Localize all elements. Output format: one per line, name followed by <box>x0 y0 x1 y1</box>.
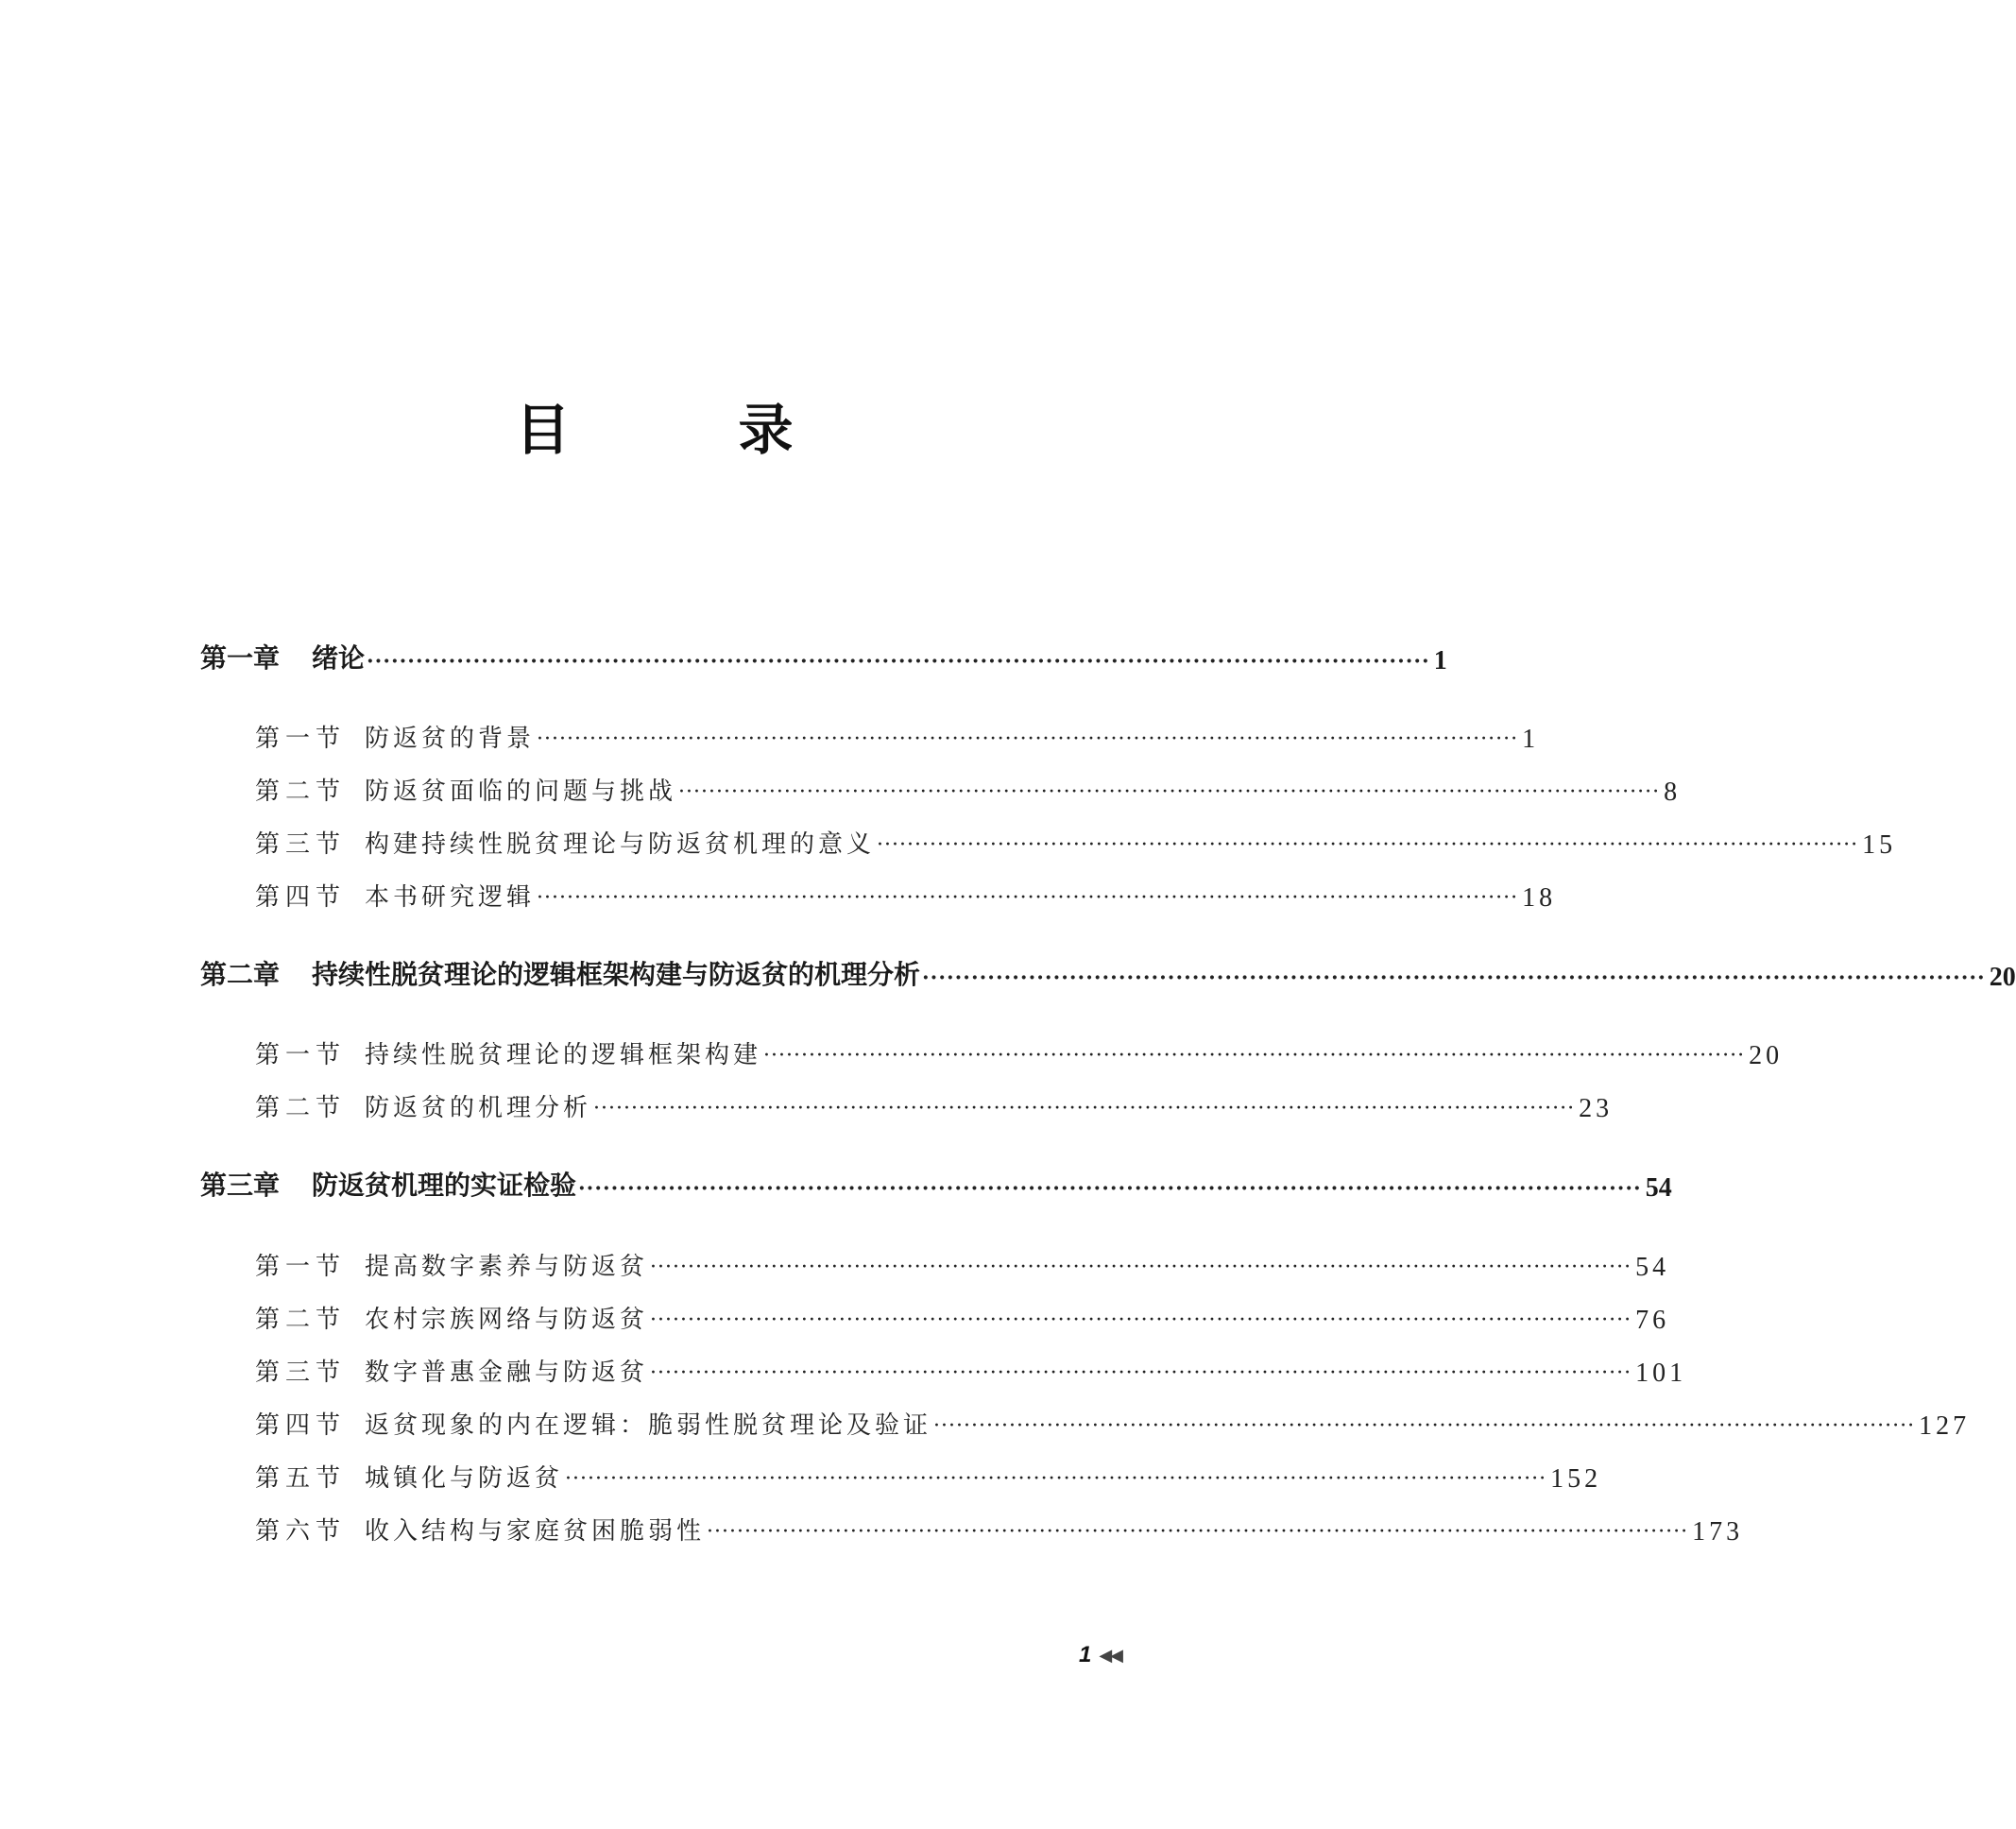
toc-entry-title: 农村宗族网络与防返贫 <box>365 1306 649 1334</box>
toc-section-3-5[interactable] <box>200 1456 1602 1494</box>
toc-entry-page: 54 <box>1645 1173 1672 1203</box>
toc-section-1-1[interactable] <box>200 716 1540 754</box>
toc-entry-page: 173 <box>1692 1517 1744 1547</box>
toc-entry-title: 持续性脱贫理论的逻辑框架构建 <box>365 1041 762 1069</box>
toc-entry-number: 第二节 <box>255 1306 347 1334</box>
dot-leader: ·································································································································· <box>650 1308 1632 1332</box>
toc-chapter-3[interactable] <box>200 1165 1672 1203</box>
toc-section-3-6[interactable] <box>200 1509 1744 1547</box>
dot-leader: ·································································································································· <box>593 1097 1576 1120</box>
dot-leader: ·································································································································· <box>678 780 1661 804</box>
dot-leader: ·································································································································· <box>922 966 1986 990</box>
toc-entry-page: 20 <box>1989 963 2016 992</box>
toc-entry-page: 127 <box>1919 1411 1971 1441</box>
toc-entry-page: 8 <box>1664 778 1682 807</box>
toc-entry-title: 构建持续性脱贫理论与防返贫机理的意义 <box>365 830 876 859</box>
page-title: 目 录 <box>515 398 850 462</box>
toc-section-2-2[interactable] <box>200 1085 1614 1123</box>
dot-leader: ·································································································································· <box>707 1520 1689 1544</box>
dot-leader: ·································································································································· <box>650 1256 1632 1279</box>
dot-leader: ·································································································································· <box>650 1361 1632 1385</box>
toc-entry-page: 15 <box>1862 830 1897 860</box>
toc-entry-number: 第三节 <box>255 830 347 859</box>
toc-entry-title: 城镇化与防返贫 <box>365 1464 564 1493</box>
toc-entry-page: 1 <box>1522 725 1540 754</box>
toc-entry-title: 返贫现象的内在逻辑：脆弱性脱贫理论及验证 <box>365 1411 932 1440</box>
toc-entry-number: 第三节 <box>255 1359 347 1387</box>
toc-entry-title: 收入结构与家庭贫困脆弱性 <box>365 1517 706 1546</box>
toc-section-1-3[interactable] <box>200 822 1897 860</box>
toc-entry-title: 数字普惠金融与防返贫 <box>365 1359 649 1387</box>
toc-section-3-3[interactable] <box>200 1350 1687 1388</box>
toc-entry-title: 防返贫的机理分析 <box>365 1094 592 1122</box>
toc-section-3-1[interactable] <box>200 1244 1670 1282</box>
toc-entry-page: 18 <box>1522 883 1557 913</box>
dot-leader: ·································································································································· <box>763 1044 1746 1068</box>
toc-section-1-2[interactable] <box>200 769 1682 807</box>
toc-entry-title: 防返贫面临的问题与挑战 <box>365 778 677 806</box>
toc-entry-page: 23 <box>1579 1094 1614 1123</box>
dot-leader: ·································································································································· <box>367 649 1430 674</box>
back-arrows-icon: ◀◀ <box>1099 1645 1121 1665</box>
toc-entry-number: 第二节 <box>255 778 347 806</box>
toc-entry-page: 152 <box>1550 1464 1602 1494</box>
toc-chapter-2[interactable] <box>200 954 2016 992</box>
toc-entry-page: 76 <box>1635 1306 1670 1335</box>
toc-entry-page: 20 <box>1749 1041 1784 1070</box>
toc-section-3-2[interactable] <box>200 1297 1670 1335</box>
toc-entry-page: 101 <box>1635 1359 1687 1388</box>
toc-entry-number: 第一节 <box>255 1253 347 1281</box>
toc-entry-number: 第五节 <box>255 1464 347 1493</box>
toc-entry-number: 第二章 <box>200 959 281 990</box>
dot-leader: ·································································································································· <box>877 833 1859 857</box>
toc-entry-number: 第六节 <box>255 1517 347 1546</box>
dot-leader: ·································································································································· <box>578 1176 1642 1201</box>
toc-entry-number: 第四节 <box>255 883 347 912</box>
toc-entry-title: 防返贫机理的实证检验 <box>312 1170 577 1201</box>
toc-entry-number: 第三章 <box>200 1170 281 1201</box>
toc-entry-number: 第一节 <box>255 725 347 753</box>
toc-entry-title: 提高数字素养与防返贫 <box>365 1253 649 1281</box>
toc-entry-number: 第一节 <box>255 1041 347 1069</box>
toc-entry-title: 本书研究逻辑 <box>365 883 536 912</box>
dot-leader: ·································································································································· <box>933 1414 1916 1438</box>
toc-entry-page: 54 <box>1635 1253 1670 1282</box>
toc-entry-number: 第一章 <box>200 642 281 674</box>
toc-section-2-1[interactable] <box>200 1033 1784 1070</box>
toc-entry-number: 第二节 <box>255 1094 347 1122</box>
dot-leader: ·································································································································· <box>537 727 1519 751</box>
toc-section-1-4[interactable] <box>200 875 1557 913</box>
page-footer <box>1079 1642 1121 1668</box>
toc-entry-title: 防返贫的背景 <box>365 725 536 753</box>
toc-entry-title: 绪论 <box>312 642 366 674</box>
toc-section-3-4[interactable] <box>200 1403 1971 1441</box>
toc-entry-page: 1 <box>1433 646 1447 675</box>
dot-leader: ·································································································································· <box>565 1467 1547 1491</box>
toc-chapter-1[interactable] <box>200 638 1447 675</box>
toc-entry-title: 持续性脱贫理论的逻辑框架构建与防返贫的机理分析 <box>312 959 921 990</box>
toc-entry-number: 第四节 <box>255 1411 347 1440</box>
dot-leader: ·································································································································· <box>537 886 1519 910</box>
page-number: 1 <box>1078 1642 1092 1667</box>
